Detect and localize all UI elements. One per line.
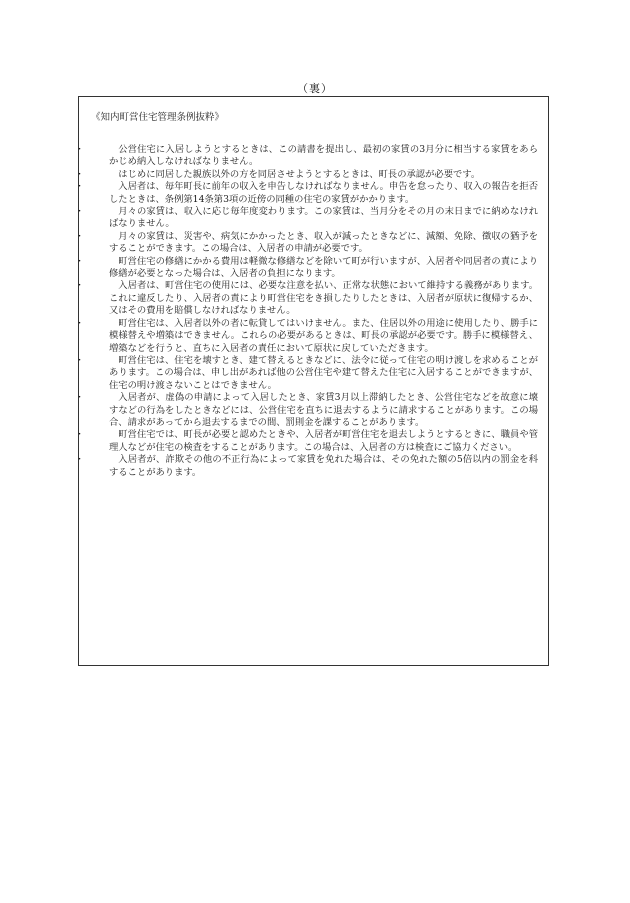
ordinance-item bbox=[75, 144, 538, 169]
bullet-mark: ・ bbox=[75, 455, 85, 466]
ordinance-item-text: 町営住宅の修繕にかかる費用は軽微な修繕などを除いて町が行いますが、入居者や同居者の責により修繕が必要となった場合は、入居者の負担になります。 bbox=[109, 255, 538, 280]
ordinance-item bbox=[75, 454, 538, 479]
ordinance-item bbox=[75, 230, 538, 256]
excerpt-heading: 《知内町営住宅管理条例抜粋》 bbox=[91, 112, 225, 123]
bullet-mark: ・ bbox=[75, 145, 85, 155]
ordinance-item bbox=[75, 280, 538, 317]
ordinance-item bbox=[75, 429, 538, 454]
ordinance-item-text: 入居者は、町営住宅の使用には、必要な注意を払い、正常な状態において維持する義務があります。これに違反したり、入居者の責により町営住宅をき損したりしたときは、入居者が原状に復帰するか、又はその費用を賠償しなければなりません。 bbox=[109, 280, 538, 317]
bullet-mark: ・ bbox=[75, 169, 85, 180]
bullet-mark: ・ bbox=[75, 256, 85, 267]
bullet-mark: ・ bbox=[75, 207, 85, 218]
ordinance-item-text: 町営住宅では、町長が必要と認めたときや、入居者が町営住宅を退去しようとするときに、職員や管理人などが住宅の検査をすることがあります。この場合は、入居者の方は検査にご協力ください。 bbox=[109, 429, 538, 453]
ordinance-item bbox=[75, 317, 538, 355]
bullet-mark: ・ bbox=[75, 281, 85, 292]
ordinance-item-text: 月々の家賃は、災害や、病気にかかったとき、収入が減ったときなどに、減額、免除、徴収の猶予をすることができます。この場合は、入居者の申請が必要です。 bbox=[109, 230, 538, 255]
ordinance-item bbox=[75, 206, 538, 231]
ordinance-item-text: 月々の家賃は、収入に応じ毎年度変わります。この家賃は、当月分をその月の末日までに納めなければなりません。 bbox=[109, 206, 538, 230]
ordinance-item bbox=[75, 168, 538, 181]
bullet-mark: ・ bbox=[75, 430, 85, 441]
page-side-label: （裏） bbox=[297, 82, 333, 95]
bullet-mark: ・ bbox=[75, 393, 85, 404]
ordinance-excerpt-box bbox=[75, 96, 549, 666]
ordinance-item-list bbox=[75, 144, 538, 479]
ordinance-item bbox=[75, 255, 538, 281]
ordinance-item-text: はじめに同居した親族以外の方を同居させようとするときは、町長の承認が必要です。 bbox=[118, 168, 481, 180]
bullet-mark: ・ bbox=[75, 318, 85, 329]
bullet-mark: ・ bbox=[75, 231, 85, 242]
ordinance-item-text: 入居者は、毎年町長に前年の収入を申告しなければなりません。申告を怠ったり、収入の報告を拒否したときは、条例第14条第3項の近傍の同種の住宅の家賃がかかります。 bbox=[109, 181, 538, 205]
ordinance-item bbox=[75, 354, 538, 392]
ordinance-item-text: 公営住宅に入居しようとするときは、この請書を提出し、最初の家賃の3月分に相当する家賃をあらかじめ納入しなければなりません。 bbox=[109, 144, 538, 168]
bullet-mark: ・ bbox=[75, 182, 85, 193]
ordinance-item-text: 町営住宅は、住宅を壊すとき、建て替えるときなどに、法令に従って住宅の明け渡しを求めることがあります。この場合は、申し出があれば他の公営住宅や建て替えた住宅に入居することができますが、住宅の明け渡さないことはできません。 bbox=[109, 354, 538, 391]
ordinance-item bbox=[75, 181, 538, 206]
ordinance-item bbox=[75, 392, 538, 429]
ordinance-item-text: 入居者が、詐欺その他の不正行為によって家賃を免れた場合は、その免れた額の5倍以内の罰金を科することがあります。 bbox=[109, 454, 538, 478]
ordinance-item-text: 町営住宅は、入居者以外の者に転貸してはいけません。また、住居以外の用途に使用したり、勝手に模様替えや増築はできません。これらの必要があるときは、町長の承認が必要です。勝手に模様替え、増築などを行うと、直ちに入居者の責任において原状に戻していただきます。 bbox=[109, 317, 538, 354]
bullet-mark: ・ bbox=[75, 355, 85, 366]
ordinance-item-text: 入居者が、虚偽の申請によって入居したとき、家賃3月以上滞納したとき、公営住宅などを故意に壊すなどの行為をしたときなどには、公営住宅を直ちに退去するように請求することがあります。この場合、請求があってから退去するまでの間、罰則金を課することがあります。 bbox=[109, 392, 538, 428]
